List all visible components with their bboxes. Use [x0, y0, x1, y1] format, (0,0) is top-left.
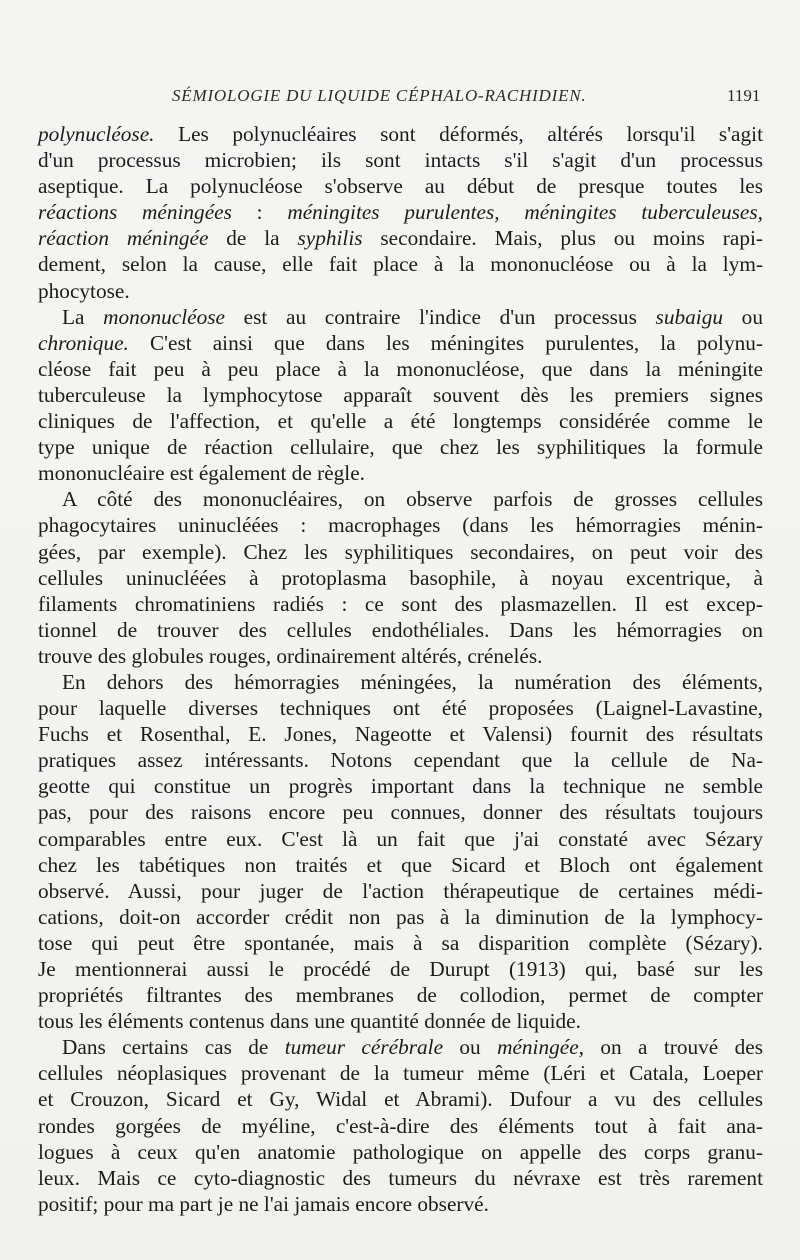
- text-run: Je mentionnerai aussi le procédé de Durupt (1913) qui, basé sur les: [38, 957, 763, 981]
- text-line: [38, 591, 763, 617]
- text-line: [38, 904, 763, 930]
- text-run: observé. Aussi, pour juger de l'action thérapeutique de certaines médi-: [38, 878, 763, 903]
- text-run: pratiques assez intéressants. Notons cependant que la cellule de Na-: [38, 748, 763, 773]
- text-line: [38, 408, 763, 434]
- text-line: [38, 669, 763, 695]
- running-head: [0, 86, 800, 110]
- text-line: [38, 147, 763, 173]
- text-line: [38, 486, 763, 512]
- text-line: [38, 1139, 763, 1165]
- page-number: 1191: [727, 86, 761, 105]
- text-line: [38, 1034, 763, 1060]
- italic-term: subaigu: [655, 304, 723, 329]
- text-run: :: [231, 200, 288, 225]
- text-run: chez les tabétiques non traités et que Sicard et Bloch ont également: [38, 852, 763, 877]
- text-run: La: [62, 304, 104, 329]
- text-run: pas, pour des raisons encore peu connues, donner des résultats toujours: [38, 800, 763, 825]
- text-run: tous les éléments contenus dans une quantité donnée de liquide.: [38, 1009, 581, 1034]
- text-line: [38, 199, 763, 225]
- paragraph: [38, 121, 763, 304]
- text-line: [38, 1008, 763, 1034]
- text-run: logues à ceux qu'en anatomie pathologique on appelle des corps granu-: [38, 1139, 763, 1164]
- text-line: [38, 982, 763, 1008]
- paragraph: [38, 304, 763, 487]
- italic-term: syphilis: [297, 226, 363, 251]
- text-line: [38, 173, 763, 199]
- text-line: [38, 1191, 763, 1217]
- text-line: [38, 852, 763, 878]
- text-run: leux. Mais ce cyto-diagnostic des tumeurs du névraxe est très rarement: [38, 1165, 763, 1190]
- text-line: [38, 434, 763, 460]
- text-run: type unique de réaction cellulaire, que chez les syphilitiques la formule: [38, 435, 763, 460]
- text-run: cliniques de l'affection, et qu'elle a été longtemps considérée comme le: [38, 409, 763, 434]
- italic-term: méningée: [497, 1035, 579, 1060]
- text-line: [38, 512, 763, 538]
- text-run: secondaire. Mais, plus ou moins rapi-: [362, 226, 763, 251]
- text-run: phagocytaires uninucléées : macrophages (dans les hémorragies ménin-: [38, 513, 763, 538]
- paragraph: [38, 669, 763, 1034]
- text-run: tuberculeuse la lymphocytose apparaît souvent dès les premiers signes: [38, 382, 763, 407]
- text-run: A côté des mononucléaires, on observe parfois de grosses cellules: [62, 487, 763, 512]
- text-run: rondes gorgées de myéline, c'est-à-dire des éléments tout à fait ana-: [38, 1113, 763, 1138]
- text-run: ou: [723, 304, 763, 329]
- text-run: C'est ainsi que dans les méningites purulentes, la polynu-: [128, 330, 763, 355]
- italic-term: chronique.: [38, 330, 129, 355]
- text-run: aseptique. La polynucléose s'observe au début de presque toutes les: [38, 174, 763, 199]
- text-line: [38, 1060, 763, 1086]
- text-line: [38, 721, 763, 747]
- text-run: cellules néoplasiques provenant de la tumeur même (Léri et Catala, Loeper: [38, 1061, 763, 1086]
- text-run: dement, selon la cause, elle fait place à la mononucléose ou à la lym-: [38, 252, 763, 277]
- text-line: [38, 695, 763, 721]
- text-line: [38, 1165, 763, 1191]
- text-run: trouve des globules rouges, ordinairement altérés, crénelés.: [38, 643, 543, 668]
- text-run: de la: [208, 226, 298, 251]
- text-run: est au contraire l'indice d'un processus: [224, 304, 656, 329]
- italic-term: méningites purulentes, méningites tuberculeuses,: [287, 200, 763, 225]
- text-line: [38, 956, 763, 982]
- text-run: gées, par exemple). Chez les syphilitiques secondaires, on peut voir des: [38, 539, 763, 564]
- text-run: pour laquelle diverses techniques ont été proposées (Laignel-Lavastine,: [38, 696, 763, 721]
- text-line: [38, 121, 763, 147]
- text-line: [38, 304, 763, 330]
- text-run: geotte qui constitue un progrès important dans la technique ne semble: [38, 774, 763, 799]
- text-run: ou: [443, 1035, 498, 1060]
- text-run: comparables entre eux. C'est là un fait que j'ai constaté avec Sézary: [38, 826, 763, 851]
- text-run: mononucléaire est également de règle.: [38, 461, 365, 486]
- text-run: cléose fait peu à peu place à la mononucléose, que dans la méningite: [38, 356, 763, 381]
- text-run: cellules uninucléées à protoplasma basophile, à noyau excentrique, à: [38, 565, 763, 590]
- italic-term: réaction méningée: [38, 226, 209, 251]
- text-run: d'un processus microbien; ils sont intacts s'il s'agit d'un processus: [38, 148, 763, 173]
- text-run: positif; pour ma part je ne l'ai jamais encore observé.: [38, 1191, 489, 1216]
- body-text: [38, 121, 763, 1217]
- italic-term: réactions méningées: [38, 200, 232, 225]
- text-line: [38, 382, 763, 408]
- text-run: tionnel de trouver des cellules endothéliales. Dans les hémorragies on: [38, 617, 763, 642]
- text-run: Dans certains cas de: [62, 1035, 285, 1060]
- text-line: [38, 565, 763, 591]
- text-line: [38, 826, 763, 852]
- text-line: [38, 330, 763, 356]
- text-line: [38, 1113, 763, 1139]
- text-run: Les polynucléaires sont déformés, altérés lorsqu'il s'agit: [154, 122, 763, 146]
- text-line: [38, 251, 763, 277]
- italic-term: polynucléose.: [38, 122, 155, 146]
- paragraph: [38, 1034, 763, 1217]
- text-line: [38, 617, 763, 643]
- text-run: propriétés filtrantes des membranes de collodion, permet de compter: [38, 983, 763, 1008]
- text-run: En dehors des hémorragies méningées, la numération des éléments,: [62, 669, 763, 694]
- text-run: phocytose.: [38, 278, 130, 303]
- italic-term: tumeur cérébrale: [284, 1035, 444, 1060]
- text-line: [38, 278, 763, 304]
- text-run: et Crouzon, Sicard et Gy, Widal et Abrami). Dufour a vu des cellules: [38, 1087, 763, 1112]
- text-run: Fuchs et Rosenthal, E. Jones, Nageotte et Valensi) fournit des résultats: [38, 722, 763, 747]
- text-line: [38, 356, 763, 382]
- italic-term: mononucléose: [103, 304, 225, 329]
- text-run: filaments chromatiniens radiés : ce sont des plasmazellen. Il est excep-: [38, 591, 763, 616]
- text-run: tose qui peut être spontanée, mais à sa disparition complète (Sézary).: [38, 930, 763, 955]
- text-line: [38, 539, 763, 565]
- text-line: [38, 799, 763, 825]
- text-run: cations, doit-on accorder crédit non pas à la diminution de la lymphocy-: [38, 904, 763, 929]
- paragraph: [38, 486, 763, 669]
- text-line: [38, 643, 763, 669]
- text-line: [38, 460, 763, 486]
- text-run: , on a trouvé des: [578, 1035, 763, 1060]
- text-line: [38, 225, 763, 251]
- text-line: [38, 747, 763, 773]
- text-line: [38, 773, 763, 799]
- text-line: [38, 930, 763, 956]
- running-title: SÉMIOLOGIE DU LIQUIDE CÉPHALO-RACHIDIEN.: [172, 86, 587, 105]
- text-line: [38, 878, 763, 904]
- text-line: [38, 1086, 763, 1112]
